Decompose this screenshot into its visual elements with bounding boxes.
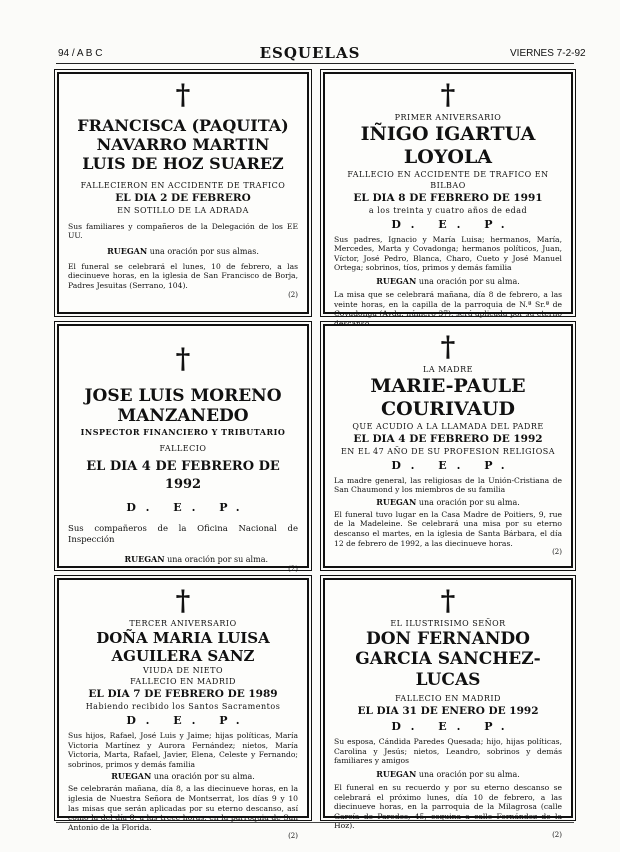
page-header (0, 0, 620, 64)
death-date: EL DIA 7 DE FEBRERO DE 1989 (88, 688, 278, 700)
funeral-details: La misa que se celebrará mañana, día 8 de febrero, a las veinte horas, en la capilla de la parroquia de N.ª Sr.ª de Covadonga (Avda. número 37), será aplicada por su eterno (334, 289, 562, 319)
obituary-moreno (57, 324, 309, 573)
deceased-name: IÑIGO IGARTUA LOYOLA (360, 123, 536, 168)
footer-rule (56, 822, 574, 823)
obituary-igartua (323, 72, 573, 319)
obituary-navarro (57, 72, 309, 314)
funeral-details: Se celebrarán mañana, día 8, a las diecinueve horas, en la iglesia de Nuestra Señora de Montserrat, los días 9 y 10 las misas que serán aplicadas por su eterno descanso, así como la del día 8, a las trece horas, en la parroquia de San Antonio de la Florida. (68, 784, 298, 832)
death-date: EL DIA 2 DE FEBRERO (115, 191, 251, 204)
reference: (2) (552, 830, 562, 839)
rip-text: D. E. P. (126, 714, 250, 727)
obituary-aguilera (57, 578, 309, 841)
reference: (2) (288, 564, 298, 573)
prayer-request: RUEGAN una oración por su alma. (376, 768, 520, 779)
rip-text: D. E. P. (391, 458, 515, 472)
issue-date: VIERNES 7-2-92 (510, 48, 586, 59)
mourners: La madre general, las religiosas de la Unión-Cristiana de San Chaumond y los miembros de su familia (334, 475, 562, 495)
reference: (2) (288, 832, 298, 841)
cross-icon: † (175, 342, 191, 375)
cause-of-death: FALLECIO EN MADRID (395, 694, 501, 704)
cause-of-death: FALLECIO EN MADRID (130, 677, 236, 686)
funeral-details: El funeral en su recuerdo y por su eterno descanso se celebrará el próximo lunes, día 10 de febrero, a las diecinueve horas, en la parroquia de la Milagrosa (calle García de Paredes, 45, esquina a calle Fernández de la Hoz). (334, 782, 562, 831)
honorific: EL ILUSTRISIMO SEÑOR (390, 619, 506, 628)
deceased-name: JOSE LUIS MORENO MANZANEDO (84, 386, 282, 427)
reference: (2) (552, 548, 562, 557)
mourners: Su esposa, Cándida Paredes Quesada; hijo, hijas políticas, Carolina y Jesús; nietos, Leandro, sobrinos y demás familiares y amigos (334, 737, 562, 766)
page-number: 94 / A B C (58, 48, 103, 59)
mourners: Sus compañeros de la Oficina Nacional de Inspección (68, 523, 298, 545)
mourners: Sus hijos, Rafael, José Luis y Jaime; hijas políticas, María Victoria Martínez y Aurora Fernández; nietos, María Victoria, Marta, Rafael, Javier, Elena, Celeste y Fernando; sobrinos, primos y demás familia (68, 731, 298, 769)
death-date: EL DIA 4 DE FEBRERO DE 1992 (353, 432, 543, 445)
prayer-request: RUEGAN una oración por su alma. (376, 275, 520, 286)
cause-of-death: QUE ACUDIO A LA LLAMADA DEL PADRE (352, 421, 544, 431)
cross-icon: † (175, 78, 191, 111)
deceased-name: MARIE-PAULE COURIVAUD (370, 375, 526, 420)
obituary-garcia (323, 578, 573, 839)
death-date: EL DIA 8 DE FEBRERO DE 1991 (353, 191, 543, 204)
funeral-details: El funeral tuvo lugar en la Casa Madre de Poitiers, 9, rue de la Madeleine. Se celebrará una misa por su eterno descanso el martes, en la iglesia de Santa Bárbara, el día 12 de febrero de 1992, a las diecinueve horas. (334, 509, 562, 548)
section-title: ESQUELAS (259, 44, 361, 62)
prayer-request: RUEGAN una oración por su alma. (124, 553, 268, 564)
cross-icon: † (440, 584, 456, 617)
obituary-courivaud (323, 324, 573, 568)
death-date: EL DIA 4 DE FEBRERO DE 1992 (86, 458, 280, 492)
mourners: Sus familiares y compañeros de la Delegación de los EE UU. (68, 221, 298, 241)
cause-of-death: FALLECIO (159, 443, 207, 453)
death-place: EN SOTILLO DE LA ADRADA (117, 205, 249, 215)
cross-icon: † (175, 584, 191, 617)
death-date: EL DIA 31 DE ENERO DE 1992 (357, 705, 539, 718)
profession-years: EN EL 47 AÑO DE SU PROFESION RELIGIOSA (340, 446, 556, 456)
cause-of-death: FALLECIO EN ACCIDENTE DE TRAFICO EN BILBAO (347, 169, 549, 190)
deceased-name: FRANCISCA (PAQUITA) NAVARRO MARTIN (77, 116, 289, 155)
anniversary-label: TERCER ANIVERSARIO (129, 619, 237, 628)
rip-text: D. E. P. (391, 217, 515, 231)
deceased-name: LUIS DE HOZ SUAREZ (82, 154, 284, 174)
anniversary-label: PRIMER ANIVERSARIO (394, 113, 502, 122)
rip-text: D. E. P. (126, 500, 250, 514)
deceased-name: DON FERNANDO GARCIA SANCHEZ- (355, 629, 541, 670)
rip-text: D. E. P. (391, 720, 515, 734)
mourners: Sus padres, Ignacio y María Luisa; hermanos, María, Mercedes, Marta y Covadonga; hermanos políticos, Juan, Víctor, José Pedro, Blanca, Charo, Cueto y José Manuel Ortega; sobrinos, tíos, primos y demás familia (334, 234, 562, 273)
prayer-request: RUEGAN una oración por su alma. (111, 771, 255, 782)
cross-icon: † (440, 78, 456, 111)
header-rule (56, 63, 574, 64)
deceased-title: INSPECTOR FINANCIERO Y TRIBUTARIO (80, 426, 286, 437)
age: a los treinta y cuatro años de edad (368, 205, 528, 215)
cause-of-death: FALLECIERON EN ACCIDENTE DE TRAFICO (80, 180, 286, 190)
deceased-title: VIUDA DE NIETO (142, 666, 224, 675)
cross-icon: † (440, 330, 456, 363)
reference: (2) (288, 290, 298, 299)
prayer-request: RUEGAN una oración por su alma. (376, 496, 520, 507)
religious-title: LA MADRE (423, 365, 473, 374)
prayer-request: RUEGAN una oración por sus almas. (107, 245, 259, 256)
deceased-name: DOÑA MARIA LUISA AGUILERA SANZ (96, 629, 270, 665)
funeral-details: El funeral se celebrará el lunes, 10 de febrero, a las diecinueve horas, en la iglesia de San Francisco de Borja, Padres Jesuitas (Serrano, 104). (68, 261, 298, 290)
deceased-name: LUCAS (415, 669, 481, 690)
sacraments: Habiendo recibido los Santos Sacramentos (85, 702, 281, 711)
